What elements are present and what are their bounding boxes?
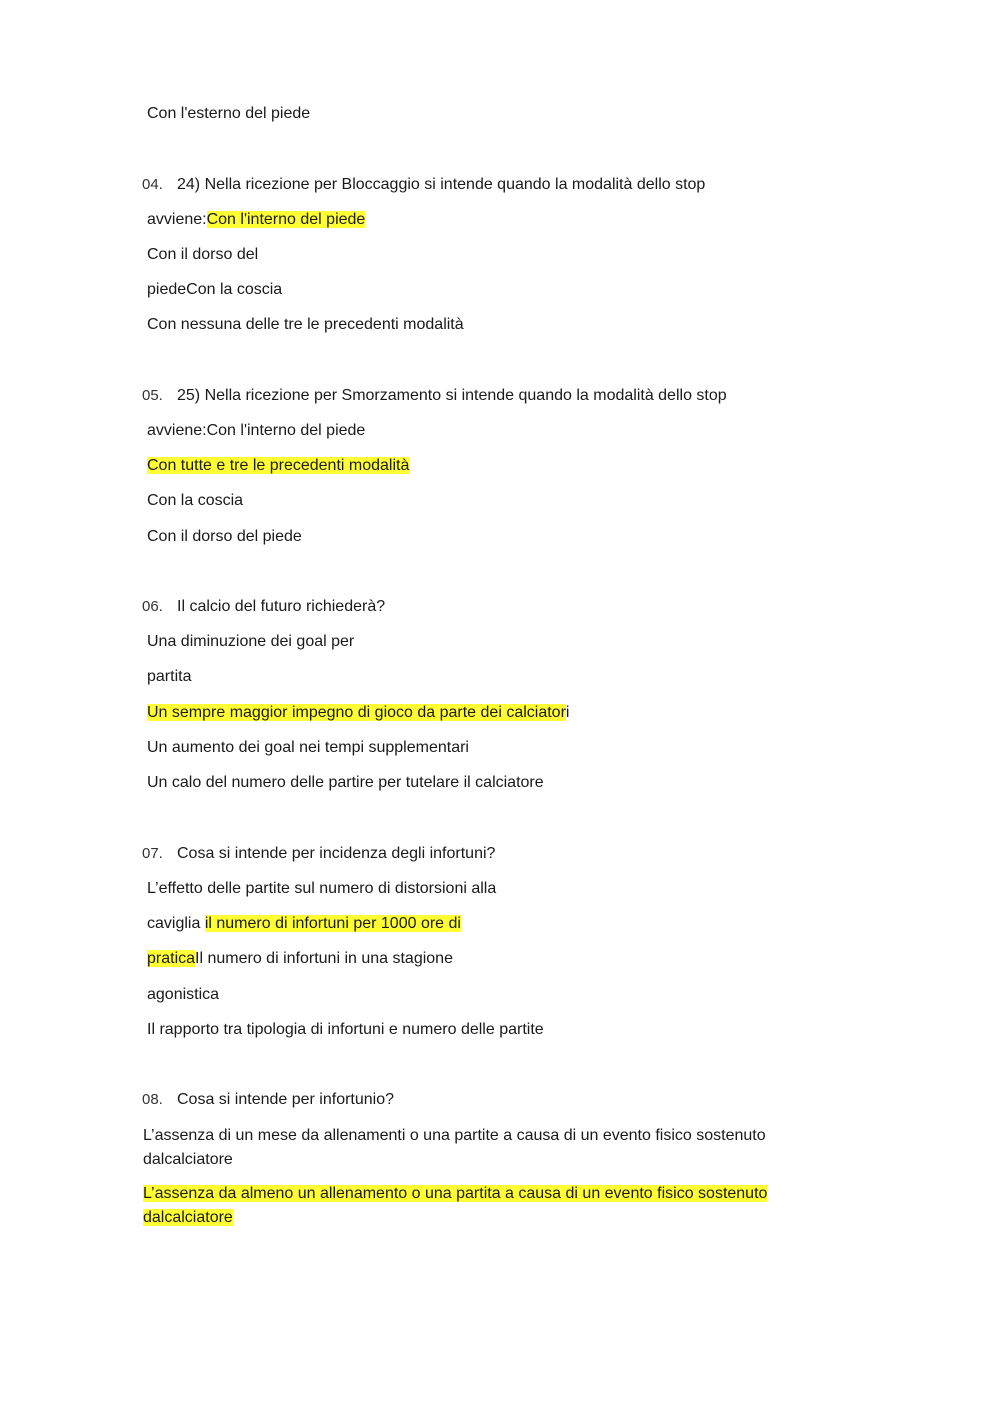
answer-text: i — [565, 704, 570, 721]
question-number: 04. — [142, 176, 163, 193]
highlighted-answer: Con l'interno del piede — [206, 211, 366, 228]
question-04 — [142, 174, 705, 196]
answer-line: agonistica — [147, 986, 220, 1003]
answer-line — [147, 913, 461, 935]
answer-line: Con nessuna delle tre le precedenti modalità — [147, 316, 464, 333]
question-text: Cosa si intende per incidenza degli infortuni? — [177, 845, 496, 862]
answer-line — [147, 209, 365, 231]
highlighted-answer: Un sempre maggior impegno di gioco da parte dei calciator — [147, 704, 566, 721]
question-text: 25) Nella ricezione per Smorzamento si intende quando la modalità dello stop — [177, 387, 727, 404]
question-07 — [142, 843, 495, 865]
answer-line: avviene:Con l'interno del piede — [147, 422, 366, 439]
answer-paragraph-highlighted — [143, 1182, 813, 1230]
answer-line: Con il dorso del — [147, 246, 259, 263]
highlighted-answer: Con tutte e tre le precedenti modalità — [147, 457, 410, 474]
question-number: 05. — [142, 387, 163, 404]
question-number: 08. — [142, 1091, 163, 1108]
answer-line — [147, 948, 453, 970]
highlighted-answer: pratica — [147, 950, 196, 967]
answer-paragraph: L’assenza di un mese da allenamenti o una partite a causa di un evento fisico sostenuto dalcalciatore — [143, 1127, 766, 1168]
question-06 — [142, 596, 385, 618]
answer-line: L’effetto delle partite sul numero di distorsioni alla — [147, 880, 497, 897]
answer-text: avviene: — [147, 211, 207, 228]
answer-line: Con la coscia — [147, 492, 244, 509]
answer-line: Con l'esterno del piede — [147, 105, 311, 122]
question-05 — [142, 385, 727, 407]
answer-line: Il rapporto tra tipologia di infortuni e numero delle partite — [147, 1021, 544, 1038]
answer-line — [147, 455, 409, 477]
question-text: 24) Nella ricezione per Bloccaggio si intende quando la modalità dello stop — [177, 176, 706, 193]
answer-text: Il numero di infortuni in una stagione — [195, 950, 453, 967]
answer-line: Con il dorso del piede — [147, 528, 302, 545]
question-08 — [142, 1089, 394, 1111]
question-number: 06. — [142, 598, 163, 615]
answer-line: Una diminuzione dei goal per — [147, 633, 355, 650]
highlighted-answer: L’assenza da almeno un allenamento o una partita a causa di un evento fisico sostenuto dalcalciatore — [143, 1185, 768, 1226]
question-text: Il calcio del futuro richiederà? — [177, 598, 386, 615]
question-text: Cosa si intende per infortunio? — [177, 1091, 395, 1108]
answer-text: caviglia — [147, 915, 205, 932]
answer-line — [147, 702, 569, 724]
answer-line: piedeCon la coscia — [147, 281, 283, 298]
answer-line: Un calo del numero delle partire per tutelare il calciatore — [147, 774, 544, 791]
answer-line: Un aumento dei goal nei tempi supplementari — [147, 739, 469, 756]
answer-line: partita — [147, 668, 192, 685]
question-number: 07. — [142, 845, 163, 862]
highlighted-answer: il numero di infortuni per 1000 ore di — [204, 915, 461, 932]
